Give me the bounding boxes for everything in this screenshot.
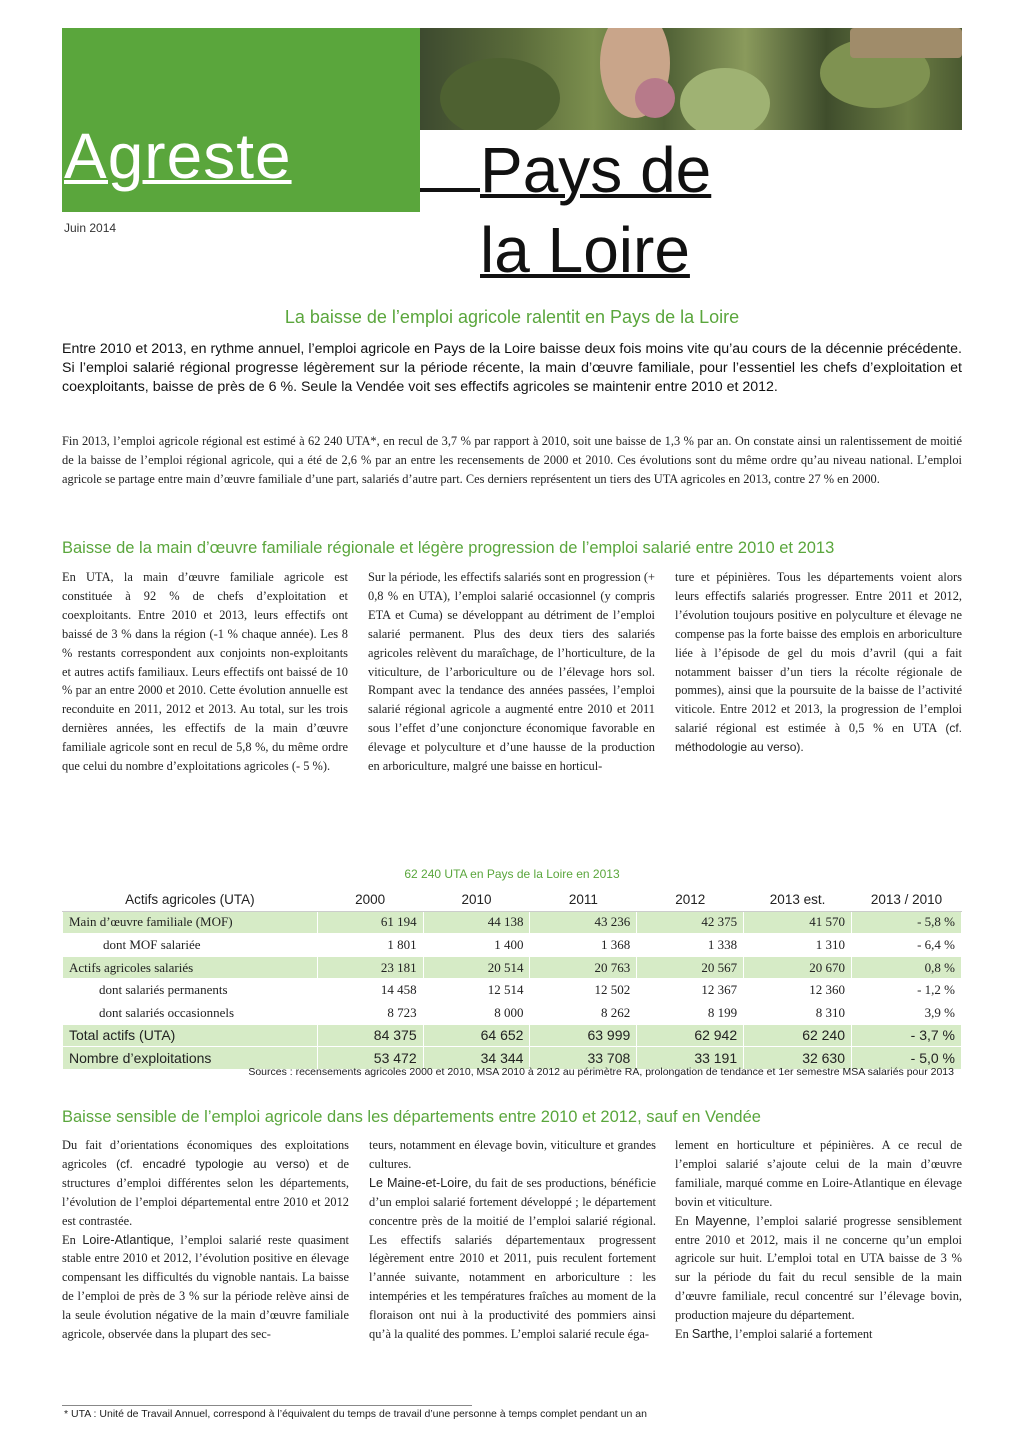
table-cell: 23 181 — [317, 956, 423, 979]
lead-paragraph: Entre 2010 et 2013, en rythme annuel, l’emploi agricole en Pays de la Loire baisse deux fois moins vite qu’au cours de la décennie précédente. Si l’emploi salarié régional progresse légèrement sur la période récente, la main d’œuvre familiale, pour l’essentiel les chefs d’exploitation et coexploitants, baisse de près de 6 %. Seule la Vendée voit ses effectifs agricoles se maintenir entre 2010 et 2012. — [62, 341, 962, 395]
paragraph-text: En — [675, 1213, 689, 1228]
table-header: Actifs agricoles (UTA) — [63, 889, 318, 912]
row-label: Nombre d’exploitations — [63, 1047, 318, 1070]
header-photo — [420, 28, 962, 130]
table-cell: 53 472 — [317, 1047, 423, 1070]
table-cell: - 1,2 % — [852, 979, 962, 1002]
section2-paragraph — [369, 1174, 656, 1344]
table-cell: 64 652 — [423, 1024, 530, 1047]
table-cell: 61 194 — [317, 911, 423, 934]
table-cell: 12 514 — [423, 979, 530, 1002]
section1-column3 — [675, 568, 962, 757]
section1-column3-text: ture et pépinières. Tous les départements voient alors leurs effectifs salariés progresser. Entre 2011 et 2012, l’évolution toujours positive en polyculture et élevage ne compense pas la forte baisse des emplois en arboriculture liée à l’épisode de gel du mois d’avril (qui a fait notamment baisser d’un tiers la récolte régionale de pommes), ainsi que la poursuite de la baisse de l’activité viticole. Entre 2012 et 2013, la progression de l’emploi salarié régional est estimée à 0,5 % en UTA — [675, 570, 962, 736]
paragraph-text: , l’emploi salarié a fortement — [728, 1327, 873, 1342]
table-cell: 1 801 — [317, 934, 423, 957]
table-row — [63, 934, 962, 957]
section2-column1 — [62, 1136, 349, 1344]
table-cell: 34 344 — [423, 1047, 530, 1070]
row-label: Actifs agricoles salariés — [63, 956, 318, 979]
section2-paragraph — [62, 1231, 349, 1344]
section2-paragraph — [675, 1325, 962, 1344]
table-row — [63, 979, 962, 1002]
paragraph-text: , l’emploi salarié progresse sensiblement entre 2010 et 2012, mais il ne concerne qu’un emploi agricole sur huit. L’emploi total en UTA baisse de 3 % sur la période du fait du recul sensible de la main d’œuvre familiale, recul concentré sur l’élevage bovin, production majeure du département. — [675, 1213, 962, 1323]
department-name: Le Maine-et-Loire — [369, 1175, 469, 1190]
intro-paragraph: Fin 2013, l’emploi agricole régional est estimé à 62 240 UTA*, en recul de 3,7 % par rapport à 2010, soit une baisse de 1,3 % par an. On constate ainsi un ralentissement de moitié de la baisse de l’emploi régional agricole, qui a été de 2,6 % par an entre les recensements de 2000 et 2010. Ces évolutions sont du même ordre qu’au niveau national. L’emploi agricole se partage entre main d’œuvre familiale d’une part, salariés d’autre part. Ces derniers représentent un tiers des UTA agricoles en 2013, contre 27 % en 2000. — [62, 434, 962, 486]
table-cell: 33 708 — [530, 1047, 637, 1070]
table-header: 2012 — [637, 889, 744, 912]
paragraph-text: et de structures d’emploi différentes selon les départements, l’évolution de l’emploi départemental entre 2010 et 2012 est contrastée. — [62, 1156, 349, 1228]
publication-date: Juin 2014 — [64, 221, 117, 235]
region-title-line1: Pays de — [480, 134, 712, 206]
brand-logo-text: Agreste — [64, 120, 292, 192]
table-cell: 20 670 — [744, 956, 852, 979]
table-cell: 32 630 — [744, 1047, 852, 1070]
table-cell: - 5,8 % — [852, 911, 962, 934]
section2-paragraph: teurs, notamment en élevage bovin, viticulture et grandes cultures. — [369, 1138, 656, 1171]
section1-column2: Sur la période, les effectifs salariés sont en progression (+ 0,8 % en UTA), l’emploi salarié occasionnel (y compris ETA et Cuma) se développant au détriment de l’emploi salarié permanent. Plus des deux tiers des salariés agricoles relèvent du maraîchage, de l’horticulture, de la viticulture, de l’arboriculture ou de l’élevage hors sol. Rompant avec la tendance des années passées, l’emploi salarié régional agricole a augmenté entre 2010 et 2011 sous l’effet d’une conjoncture économique favorable en élevage et polyculture et d’une hausse de la production en arboriculture, malgré une baisse en horticul- — [368, 570, 655, 774]
table-cell: 20 763 — [530, 956, 637, 979]
section2-paragraph: lement en horticulture et pépinières. A ce recul de l’emploi salarié s’ajoute celui de la main d’œuvre familiale, marqué comme en Loire-Atlantique en élevage bovin et viticulture. — [675, 1138, 962, 1209]
table-cell: 84 375 — [317, 1024, 423, 1047]
table-cell: 20 567 — [637, 956, 744, 979]
table-cell: 12 367 — [637, 979, 744, 1002]
region-title-line2: la Loire — [480, 214, 690, 286]
row-label: dont salariés permanents — [63, 979, 318, 1002]
table-header: 2010 — [423, 889, 530, 912]
table-cell: 14 458 — [317, 979, 423, 1002]
table-header: 2013 est. — [744, 889, 852, 912]
table-cell: 62 942 — [637, 1024, 744, 1047]
region-title — [480, 130, 711, 290]
section2-heading: Baisse sensible de l’emploi agricole dans les départements entre 2010 et 2012, sauf en Vendée — [62, 1108, 761, 1126]
table-cell: 20 514 — [423, 956, 530, 979]
table-cell: 8 310 — [744, 1001, 852, 1024]
table-cell: 44 138 — [423, 911, 530, 934]
table-cell: 1 368 — [530, 934, 637, 957]
methodology-reference: (cf. méthodologie au verso). — [675, 721, 962, 755]
footnote: * UTA : Unité de Travail Annuel, correspond à l’équivalent du temps de travail d’une personne à temps complet pendant un an — [64, 1408, 647, 1420]
table-cell: 1 400 — [423, 934, 530, 957]
department-name: Loire-Atlantique — [82, 1232, 171, 1247]
table-cell: 1 338 — [637, 934, 744, 957]
section2-paragraph — [675, 1212, 962, 1325]
table-cell: 12 360 — [744, 979, 852, 1002]
row-label: dont salariés occasionnels — [63, 1001, 318, 1024]
row-label: Main d’œuvre familiale (MOF) — [63, 911, 318, 934]
row-label: dont MOF salariée — [63, 934, 318, 957]
row-label: Total actifs (UTA) — [63, 1024, 318, 1047]
section1-column1: En UTA, la main d’œuvre familiale agricole est constituée à 92 % de chefs d’exploitation et coexploitants. Entre 2010 et 2013, leurs effectifs ont baissé de 3 % dans la région (-1 % chaque année). Les 8 % restants correspondent aux conjoints non-exploitants et autres actifs familiaux. Leurs effectifs ont baissé de 10 % par an entre 2000 et 2010. Cette évolution annuelle est reconduite en 2011, 2012 et 2013. Au total, sur les trois dernières années, les effectifs de la main d’œuvre familiale agricole sont en recul de 5,8 %, du même ordre que celui du nombre d’exploitations agricoles (- 5 %). — [62, 570, 348, 774]
typology-reference: (cf. encadré typologie au verso) — [116, 1156, 310, 1171]
title-rule — [420, 188, 480, 192]
paragraph-text: , du fait de ses productions, bénéficie d’un emploi salarié fortement développé ; le département concentre près de la moitié de l’emploi salarié régional. Les effectifs salariés départementaux progressent légèrement entre 2010 et 2011, puis reculent fortement l’année suivante, notamment en arboriculture : les intempéries et les températures fraîches au moment de la floraison ont nui à la productivité des pommiers ainsi qu’à la qualité des pommes. L’emploi salarié recule éga- — [369, 1175, 656, 1342]
section1-heading: Baisse de la main d’œuvre familiale régionale et légère progression de l’emploi salarié entre 2010 et 2013 — [62, 539, 835, 557]
footnote-divider — [62, 1405, 472, 1406]
table-cell: 0,8 % — [852, 956, 962, 979]
table-header: 2011 — [530, 889, 637, 912]
table-cell: 8 262 — [530, 1001, 637, 1024]
table-row — [63, 1001, 962, 1024]
table-header-row — [63, 889, 962, 912]
section2-column3 — [675, 1136, 962, 1344]
table-cell: 8 199 — [637, 1001, 744, 1024]
table-row — [63, 911, 962, 934]
table-cell: 1 310 — [744, 934, 852, 957]
paragraph-text: Du fait d’orientations économiques des exploitations agricoles — [62, 1138, 349, 1171]
table-header: 2000 — [317, 889, 423, 912]
paragraph-text: En — [675, 1327, 689, 1342]
table-row-total — [63, 1024, 962, 1047]
table-cell: 43 236 — [530, 911, 637, 934]
table-cell: - 3,7 % — [852, 1024, 962, 1047]
section2-paragraph — [62, 1136, 349, 1231]
table-title: 62 240 UTA en Pays de la Loire en 2013 — [404, 867, 620, 881]
paragraph-text: En — [62, 1232, 76, 1247]
department-name: Sarthe — [691, 1327, 729, 1342]
table-cell: - 6,4 % — [852, 934, 962, 957]
table-cell: 41 570 — [744, 911, 852, 934]
table-row — [63, 956, 962, 979]
section2-column2 — [369, 1136, 656, 1344]
employment-table — [62, 888, 962, 1070]
table-cell: 63 999 — [530, 1024, 637, 1047]
table-cell: 12 502 — [530, 979, 637, 1002]
main-heading: La baisse de l’emploi agricole ralentit en Pays de la Loire — [284, 307, 740, 327]
table-header: 2013 / 2010 — [852, 889, 962, 912]
paragraph-text: , l’emploi salarié reste quasiment stable entre 2010 et 2012, l’évolution positive en élevage compensant les difficultés du vignoble nantais. La baisse de l’emploi de près de 3 % sur la période relève ainsi de la seule évolution négative de la main d’œuvre familiale agricole, observée dans la plupart des sec- — [62, 1232, 349, 1342]
table-cell: 3,9 % — [852, 1001, 962, 1024]
table-cell: 42 375 — [637, 911, 744, 934]
department-name: Mayenne — [695, 1213, 747, 1228]
table-cell: 8 000 — [423, 1001, 530, 1024]
table-cell: 8 723 — [317, 1001, 423, 1024]
table-cell: 33 191 — [637, 1047, 744, 1070]
table-sources: Sources : recensements agricoles 2000 et 2010, MSA 2010 à 2012 au périmètre RA, prolongation de tendance et 1er semestre MSA salariés pour 2013 — [248, 1066, 954, 1078]
table-cell: 62 240 — [744, 1024, 852, 1047]
table-cell: - 5,0 % — [852, 1047, 962, 1070]
